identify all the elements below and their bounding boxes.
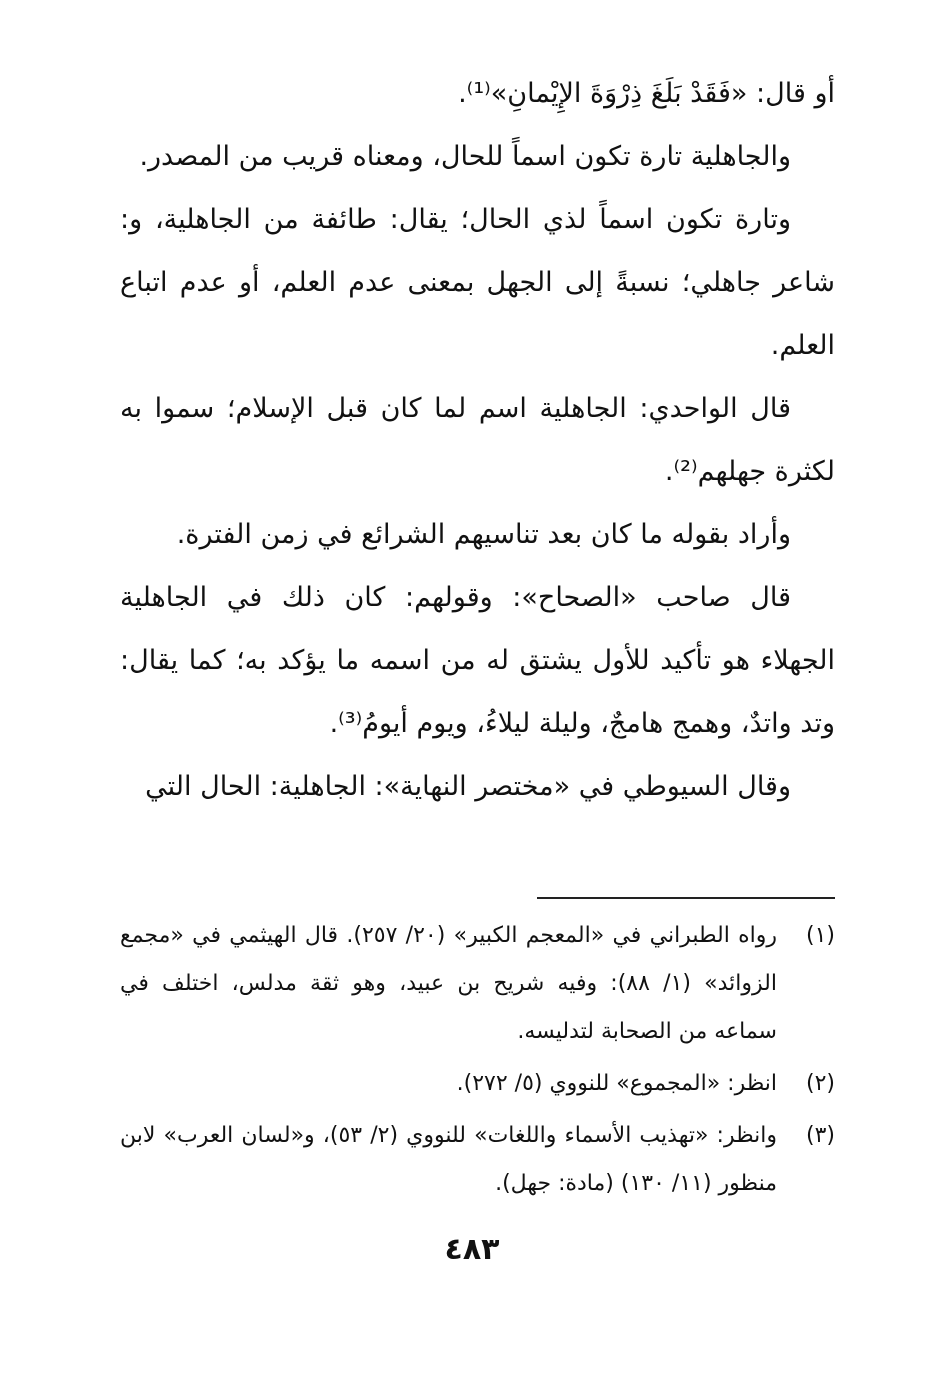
footnote	[120, 912, 835, 1056]
footnote-text: انظر: «المجموع» للنووي (٥/ ٢٧٢).	[456, 1071, 777, 1096]
footnote-text: رواه الطبراني في «المعجم الكبير» (٢٠/ ٢٥٧). قال الهيثمي في «مجمع الزوائد» (١/ ٨٨): وفيه شريح بن عبيد، وهو ثقة مدلس، اختلف في سماعه من الصحابة لتدليسه.	[120, 923, 777, 1044]
footnote-separator	[537, 897, 835, 899]
main-text	[120, 62, 835, 818]
footnote-text: وانظر: «تهذيب الأسماء واللغات» للنووي (٢/ ٥٣)، و«لسان العرب» لابن منظور (١١/ ١٣٠) (مادة: جهل).	[120, 1123, 777, 1196]
footnote-number: (١)	[805, 923, 835, 948]
paragraph: قال الواحدي: الجاهلية اسم لما كان قبل الإسلام؛ سموا به لكثرة جهلهم⁽²⁾.	[120, 393, 835, 487]
paragraph: وأراد بقوله ما كان بعد تناسيهم الشرائع في زمن الفترة.	[176, 519, 791, 550]
footnote-number: (٢)	[805, 1071, 835, 1096]
paragraph: وتارة تكون اسماً لذي الحال؛ يقال: طائفة من الجاهلية، و: شاعر جاهلي؛ نسبةً إلى الجهل بمعنى عدم العلم، أو عدم اتباع العلم.	[120, 204, 835, 361]
footnote	[120, 1060, 835, 1108]
paragraph: أو قال: «فَقَدْ بَلَغَ ذِرْوَةَ الإِيْمانِ»⁽¹⁾.	[458, 78, 835, 109]
paragraph: والجاهلية تارة تكون اسماً للحال، ومعناه قريب من المصدر.	[139, 141, 791, 172]
footnote	[120, 1112, 835, 1208]
footnote-number: (٣)	[805, 1123, 835, 1148]
footnotes	[120, 912, 835, 1212]
page-number: ٤٨٣	[444, 1232, 500, 1267]
paragraph: وقال السيوطي في «مختصر النهاية»: الجاهلية: الحال التي	[145, 771, 791, 802]
paragraph: قال صاحب «الصحاح»: وقولهم: كان ذلك في الجاهلية الجهلاء هو تأكيد للأول يشتق له من اسمه ما يؤكد به؛ كما يقال: وتد واتدٌ، وهمج هامجٌ، وليلة ليلاءُ، ويوم أيومُ⁽³⁾.	[120, 582, 835, 739]
